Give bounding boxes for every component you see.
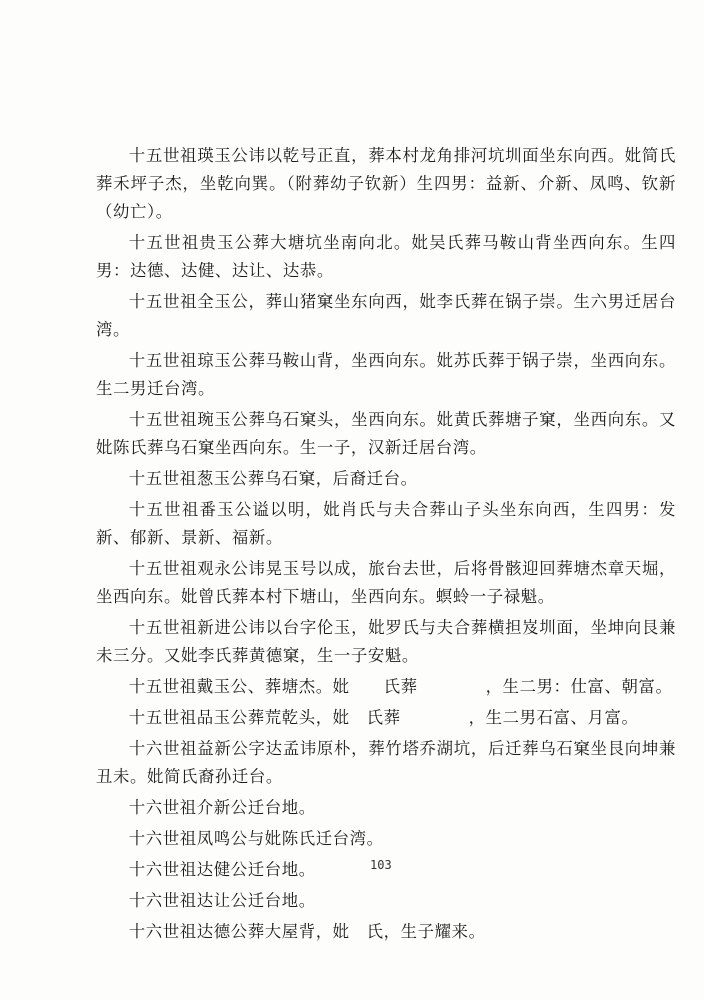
paragraph: 十五世祖品玉公葬荒乾头，妣 氏葬 ，生二男石富、月富。 <box>128 708 639 727</box>
paragraph: 十五世祖观永公讳晃玉号以成，旅台去世，后将骨骸迎回葬塘杰章天堀，坐西向东。妣曾氏葬本村下塘山，坐西向东。螟蛉一子禄魁。 <box>96 559 676 606</box>
paragraph: 十五世祖琼玉公葬马鞍山背，坐西向东。妣苏氏葬于锅子崇，坐西向东。生二男迁台湾。 <box>96 351 676 398</box>
paragraph: 十五世祖新进公讳以台字伦玉，妣罗氏与夫合葬横担岌圳面，坐坤向艮兼未三分。又妣李氏葬黄德窠，生一子安魁。 <box>96 618 676 665</box>
paragraph: 十六世祖介新公迁台地。 <box>128 798 316 817</box>
paragraph: 十六世祖凤鸣公与妣陈氏迁台湾。 <box>128 829 384 848</box>
paragraph: 十五世祖瑛玉公讳以乾号正直，葬本村龙角排河坑圳面坐东向西。妣简氏葬禾坪子杰，坐乾向巽。（附葬幼子钦新）生四男：益新、介新、凤鸣、钦新（幼亡）。 <box>96 146 676 221</box>
page-number: 103 <box>370 858 392 872</box>
paragraph: 十六世祖益新公字达孟讳原朴，葬竹塔乔湖坑，后迁葬乌石窠坐艮向坤兼丑未。妣简氏裔孙迁台。 <box>96 739 676 786</box>
paragraph: 十五世祖戴玉公、葬塘杰。妣 氏葬 ，生二男：仕富、朝富。 <box>128 677 673 696</box>
paragraph: 十五世祖葱玉公葬乌石窠，后裔迁台。 <box>128 469 418 488</box>
genealogy-text-block <box>96 142 676 949</box>
paragraph: 十六世祖达德公葬大屋背，妣 氏，生子耀来。 <box>128 922 486 941</box>
paragraph: 十六世祖达让公迁台地。 <box>128 891 316 910</box>
paragraph: 十五世祖贵玉公葬大塘坑坐南向北。妣吴氏葬马鞍山背坐西向东。生四男：达德、达健、达让、达恭。 <box>96 233 676 280</box>
paragraph: 十五世祖琬玉公葬乌石窠头，坐西向东。妣黄氏葬塘子窠，坐西向东。又妣陈氏葬乌石窠坐西向东。生一子，汉新迁居台湾。 <box>96 410 676 457</box>
paragraph: 十五世祖番玉公谥以明，妣肖氏与夫合葬山子头坐东向西，生四男：发新、郁新、景新、福新。 <box>96 500 676 547</box>
paragraph: 十六世祖达健公迁台地。 <box>128 860 316 879</box>
paragraph: 十五世祖全玉公，葬山猪窠坐东向西，妣李氏葬在锅子崇。生六男迁居台湾。 <box>96 292 676 339</box>
